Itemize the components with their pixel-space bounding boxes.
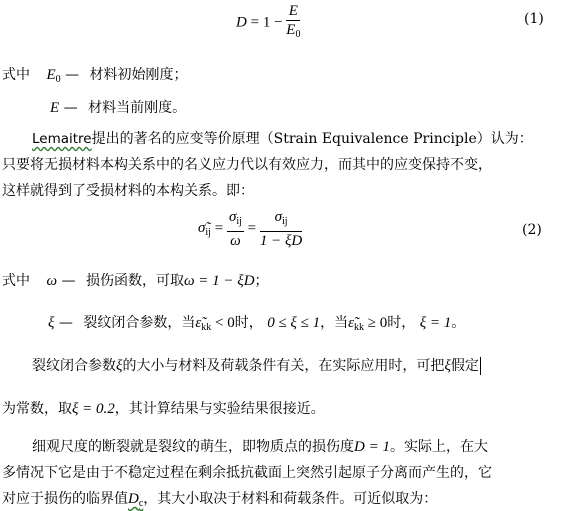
para2-sym2: ξ: [444, 358, 451, 374]
definition-e0: [2, 64, 188, 85]
def2-text: 材料当前刚度。: [88, 100, 187, 116]
para3-line3-b: ，其大小取决于材料和荷载条件。可近似取为：: [143, 491, 438, 507]
eq1-number: (1): [524, 11, 544, 27]
eq1-one: 1: [262, 14, 271, 31]
para2-t2: 的大小与材料及荷载条件有关，在实际应用时，可把: [122, 358, 445, 374]
text-cursor: [480, 357, 481, 375]
eq2-fraction-1: [227, 208, 244, 250]
eq1-equals: =: [250, 14, 260, 31]
eq2-num2: $\sigma_{ij}$: [260, 208, 302, 232]
para3-line3: [2, 488, 437, 509]
lemaitre-name: Lemaitre: [32, 131, 92, 147]
eq1-fraction: [286, 2, 300, 44]
eq1-numerator: E: [286, 2, 300, 21]
para2-line2-b: ，其计算结果与实验结果很接近。: [114, 401, 325, 417]
def1-text: 材料初始刚度；: [89, 67, 188, 83]
def2-dash: —: [63, 100, 78, 116]
def4-dash: —: [58, 315, 73, 331]
def4-val: ξ = 1: [419, 315, 452, 331]
def4-range: 0 ≤ ξ ≤ 1: [267, 315, 321, 331]
para2-sym1: ξ: [116, 358, 123, 374]
para3-line2: 多情况下它是由于不稳定过程在剩余抵抗截面上突然引起原子分离而产生的，它: [2, 465, 492, 481]
para1-line2: 只要将无损材料本构关系中的名义应力代以有效应力，而其中的应变保持不变，: [2, 157, 492, 173]
eq1-den-sub: 0: [295, 29, 301, 40]
eq1-denominator: $E_0$: [286, 22, 301, 40]
definition-omega: [2, 270, 269, 290]
def3-formula: ω = 1 − ξD: [183, 273, 255, 289]
para1-line3: 这样就得到了受损材料的本构关系。即：: [2, 183, 254, 199]
para1-line1-rest: 提出的著名的应变等价原理（Strain Equivalence Principle）认为：: [91, 131, 533, 147]
def4-text1: 裂纹闭合参数，当: [83, 315, 196, 331]
def3-prefix: 式中: [2, 273, 30, 289]
para3-line3-a: 对应于损伤的临界值: [2, 491, 128, 507]
def1-prefix: 式中: [2, 67, 30, 83]
eq2-equals-2: =: [247, 220, 257, 237]
def4-text2: 时，: [234, 315, 263, 331]
para2-t1: 裂纹闭合参数: [32, 358, 116, 374]
para2-line2: [2, 398, 325, 418]
para2-line2-val: ξ = 0.2: [72, 401, 115, 417]
eq2-num1: $\sigma_{ij}$: [227, 208, 244, 232]
eq2-number: (2): [522, 222, 542, 238]
eq2-equals-1: =: [214, 220, 224, 237]
def4-cond1: $\varepsiloñ_{kk} < 0$: [195, 315, 235, 333]
eq1-lhs: D: [236, 14, 247, 31]
para3-line1-a: 细观尺度的断裂就是裂纹的萌生，即物质点的损伤度: [32, 439, 354, 455]
def4-symbol: ξ: [48, 315, 55, 331]
def1-symbol: $E_0$: [46, 67, 61, 85]
def1-dash: —: [65, 67, 80, 83]
def3-dash: —: [61, 273, 76, 289]
def4-text4: 时，: [387, 315, 416, 331]
eq2-den2: 1 − ξD: [259, 233, 303, 249]
equation-1: [236, 2, 300, 44]
para2-line2-a: 为常数，取: [2, 401, 72, 417]
eq2-lhs: $\sigmã_{ij}$: [198, 220, 211, 239]
eq1-minus: −: [274, 14, 283, 31]
para3-line3-sym: $D_c$: [128, 491, 144, 509]
para2-line1: [32, 355, 481, 375]
para3-line1-val: D = 1: [354, 439, 390, 455]
def3-symbol: ω: [46, 273, 58, 289]
para1-line1: [32, 128, 533, 148]
def2-symbol: E: [50, 100, 60, 116]
para3-line1-b: 。实际上，在大: [389, 439, 488, 455]
definition-e: [50, 97, 186, 117]
equation-2: [198, 208, 302, 250]
definition-xi: [48, 312, 465, 333]
def4-cond2: $\varepsiloñ_{kk} \ge 0$: [348, 315, 388, 333]
def3-end: ；: [254, 273, 269, 289]
def4-end: 。: [451, 315, 466, 331]
def3-text: 损伤函数，可取: [85, 273, 184, 289]
eq2-fraction-2: [260, 208, 302, 250]
eq2-den1: ω: [230, 233, 241, 249]
def4-text3: ，当: [320, 315, 349, 331]
para3-line1: [32, 436, 488, 456]
para2-t3: 假定: [450, 358, 479, 374]
